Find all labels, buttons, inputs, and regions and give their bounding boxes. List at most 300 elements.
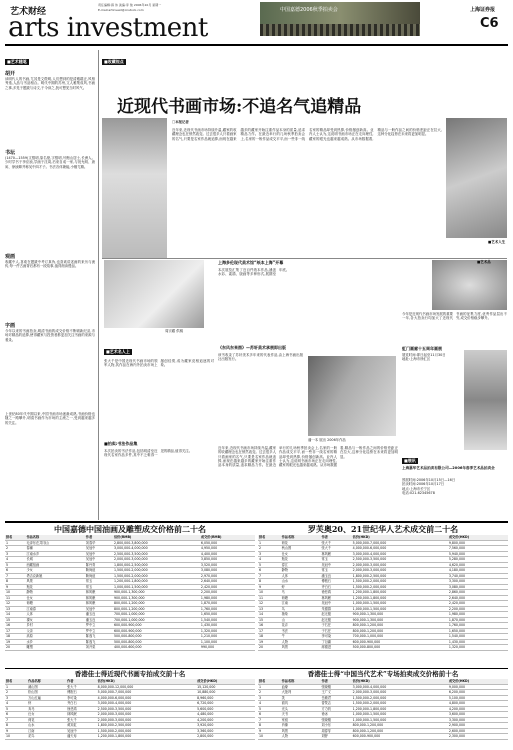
table-cell: 刘小东 — [320, 723, 351, 729]
table-cell: 林风眠 — [320, 551, 351, 557]
table-cell: 800,000-1,200,000 — [352, 723, 448, 729]
table-cell: 1 — [5, 684, 27, 690]
brand-cn: 艺术财经 — [10, 7, 47, 17]
table-cell: 乡村 — [25, 623, 84, 629]
table-cell: 2,300,000 — [448, 734, 508, 740]
table-cell: 3,850,000 — [200, 557, 255, 563]
table-cell: 3,000,000-4,000,000 — [97, 701, 196, 707]
photo-right — [446, 118, 507, 238]
table-cell: 张大千 — [320, 546, 351, 552]
article-title: 近现代书画市场:不追名气追精品 — [117, 97, 362, 117]
table-cell: 1 — [258, 540, 281, 546]
table-cell: 父亲 — [25, 628, 84, 634]
table-cell: 13 — [5, 606, 25, 612]
table1-header: 估价(RMB) — [113, 535, 200, 540]
table-cell: 9 — [258, 584, 281, 590]
table-cell: 潘天寿 — [66, 734, 97, 740]
table-cell: 1,000,000-1,500,000 — [352, 606, 448, 612]
table-cell: 1,320,000 — [448, 645, 508, 651]
table-cell: 12 — [5, 601, 25, 607]
table-cell: 裸女 — [25, 617, 84, 623]
table-cell: 9,800,000 — [448, 540, 508, 546]
table-cell: 6,200,000 — [448, 690, 508, 696]
table-cell: 3,080,000 — [200, 568, 255, 574]
table-cell: 奔马 — [27, 706, 66, 712]
table4-header: 排名 — [258, 679, 281, 684]
table-cell: 500,000-800,000 — [113, 639, 200, 645]
table-cell: 毛泽东在井冈山 — [25, 540, 84, 546]
table3-title: 香港佳士得近现代书画专拍成交前十名 — [74, 670, 186, 678]
table-cell: 10 — [258, 734, 281, 740]
table-cell: 家庭 — [281, 717, 321, 723]
table-cell: 面具 — [281, 701, 321, 707]
table-cell: 990,000 — [200, 645, 255, 651]
table-cell: 血缘 — [281, 684, 321, 690]
table-cell: 吴冠中 — [66, 728, 97, 734]
table-cell: 8 — [258, 723, 281, 729]
table3-block — [5, 669, 255, 749]
table-cell: 1,430,000 — [448, 639, 508, 645]
table-cell: 江南 — [281, 601, 321, 607]
table-cell: 花卉 — [281, 623, 321, 629]
article-body: 近年来,近现代书画市场持续升温,藏家的收藏理念也在悄然改变。过去很多人只看画家的名气,只要是名家作品就追捧,而现在越来越多的藏家开始注重作品本身的质量,追求精品力作。在最近举行的几场秋季拍卖会上,名家的一般作品成交平平,而一些非一线名家的精品却受到热捧,价格屡创新高。业内人士认为,这说明书画市场正在走向理性,藏家的眼光也越来越成熟。从市场数据看,精品与一般作品之间的价格差距正在拉大,这种分化趋势在未来将更加明显。 — [172, 128, 442, 141]
table-cell: 900,000-1,300,000 — [113, 590, 200, 596]
table2-title: 罗芙奥20、21世纪华人艺术成交前二十名 — [307, 524, 459, 534]
table-cell: 800,000-1,200,000 — [352, 728, 448, 734]
table-row — [258, 645, 508, 651]
table-cell: 雕塑 — [25, 645, 84, 651]
table-cell: 1,000,000-1,500,000 — [352, 601, 448, 607]
table-cell: 14 — [5, 612, 25, 618]
table-cell: 1,430,000 — [200, 623, 255, 629]
table-cell: 2,000,000-3,000,000 — [352, 690, 448, 696]
table-cell: 山水 — [27, 723, 66, 729]
table-cell: 常玉 — [85, 579, 113, 585]
table-cell: 4,000,000-6,000,000 — [97, 695, 196, 701]
table-cell: 9,000,000 — [448, 684, 508, 690]
ad-body: 本次展览汇集了近百件纸本作品,涵盖水彩、素描、版画等多种形式,展期至年底。 — [218, 268, 290, 277]
table-cell: 3 — [5, 695, 27, 701]
table-cell: 潘玉良 — [85, 617, 113, 623]
table-cell: 瓶花 — [281, 557, 321, 563]
table-cell: 700,000-1,000,000 — [352, 634, 448, 640]
table-cell: 400,000-600,000 — [113, 645, 200, 651]
table-cell: 14 — [258, 612, 281, 618]
table4-title: 香港佳士得“中国当代艺术”专场拍卖成交价格前十名 — [307, 670, 459, 678]
table-cell: 1,320,000 — [200, 628, 255, 634]
table-cell: 常玉 — [320, 568, 351, 574]
table-cell: 张大千 — [66, 684, 97, 690]
table-cell: 9 — [5, 728, 27, 734]
table-cell: 3,300,000 — [448, 579, 508, 585]
table-cell: 人体 — [25, 612, 84, 618]
table-cell: 抽象 — [281, 612, 321, 618]
table-cell: 2,800,000-3,800,000 — [113, 540, 200, 546]
table-cell: 2,500,000-3,500,000 — [97, 706, 196, 712]
table-cell: 江南春 — [25, 606, 84, 612]
table-cell: 1,800,000-2,500,000 — [97, 723, 196, 729]
editor-line: 责任编辑:薛 伟 美编:李 俊 2006年10月 星期一 — [98, 3, 162, 7]
table-cell: 赵无极 — [320, 617, 351, 623]
table3-header: 作者 — [66, 679, 97, 684]
table-cell: 800,000-1,200,000 — [113, 606, 200, 612]
table-cell: 4,180,000 — [448, 568, 508, 574]
table-cell: 1,540,000 — [448, 634, 508, 640]
table-cell: 2,420,000 — [200, 584, 255, 590]
table-cell: 1,200,000-1,800,000 — [352, 706, 448, 712]
table-cell: 1,980,000 — [200, 595, 255, 601]
table-cell: 林风眠 — [85, 601, 113, 607]
table-cell: 19 — [5, 639, 25, 645]
table-cell: 席德进 — [320, 645, 351, 651]
table-cell: 4,800,000 — [448, 701, 508, 707]
table-cell: 1,200,000-1,800,000 — [97, 734, 196, 740]
table-cell: 2,200,000 — [200, 590, 255, 596]
table-cell: 齐白石 — [66, 701, 97, 707]
ad-title: 上海多伦现代美术馆“纸本上海”开幕 — [218, 260, 284, 265]
table-cell: 1,500,000-2,000,000 — [352, 579, 448, 585]
table-cell: 10 — [258, 590, 281, 596]
table-cell: 1,200,000-1,800,000 — [352, 595, 448, 601]
table-cell: 9 — [258, 728, 281, 734]
table-cell: 16 — [258, 623, 281, 629]
table-cell: 7 — [258, 717, 281, 723]
table2-header: 估价(HKD) — [352, 535, 448, 540]
table-cell: 3,740,000 — [448, 573, 508, 579]
table-cell: 4,000,000-6,000,000 — [352, 546, 448, 552]
hand-photo — [432, 260, 507, 310]
table-cell: 于右任 — [320, 623, 351, 629]
left-heading-2: 书坛 — [5, 150, 16, 156]
table-cell: 陈逸飞 — [85, 634, 113, 640]
exhibit-title: 上海嘉华艺术品拍卖有限公司—2006年春季艺术品拍卖会 — [402, 466, 495, 470]
table-cell: 2,000,000-3,000,000 — [97, 717, 196, 723]
table-cell: 仕女 — [27, 712, 66, 718]
table-cell: 19 — [258, 639, 281, 645]
table-cell: 林风眠 — [320, 595, 351, 601]
table-cell: 3,360,000 — [196, 728, 255, 734]
table-cell: 1,540,000 — [200, 617, 255, 623]
table-cell: 5 — [258, 562, 281, 568]
ad2-body: 该书收录了苏轩美术多年来的代表作品,由上海书画出版社出版发行。 — [218, 353, 303, 362]
table4-block — [258, 669, 508, 749]
table-cell: 5,000,000-7,000,000 — [97, 690, 196, 696]
table-cell: 17 — [258, 628, 281, 634]
table-cell: 1,210,000 — [200, 634, 255, 640]
table-cell: 方力钧 — [320, 706, 351, 712]
table-cell: 8 — [258, 579, 281, 585]
table-cell: 4,480,000 — [196, 712, 255, 718]
table-cell: 10,880,000 — [196, 690, 255, 696]
table-cell: 1 — [5, 540, 25, 546]
table1 — [5, 535, 255, 651]
left-heading-1: 胡开 — [5, 71, 16, 77]
mid-rule — [102, 258, 507, 259]
photo-caption: 周宗藏 供稿 — [165, 329, 184, 333]
table-cell: 张大千 — [66, 717, 97, 723]
table-cell: 700,000-1,000,000 — [113, 612, 200, 618]
table-cell: 黄宾虹 — [66, 723, 97, 729]
table-cell: 3,000,000-4,000,000 — [352, 551, 448, 557]
mid-body-1: 张大千是中国近现代书画市场的领军人物,其作品在海内外拍卖市场上屡创佳绩,成为藏家竞相追逐的对象。 — [104, 359, 214, 368]
left-body-5: 上世纪80年代中期以来,中国书画市场逐渐成熟,书画价格也随之一路攀升,明清书画作为市场的主流之一,受到越来越多的关注。 — [5, 412, 95, 425]
table-cell: 仕女 — [25, 595, 84, 601]
table-cell: 1,650,000 — [448, 628, 508, 634]
table-cell: 2 — [5, 690, 27, 696]
table-cell: 荷塘 — [281, 595, 321, 601]
table3-header: 估价(HKD) — [97, 679, 196, 684]
table-cell: 江南 — [27, 728, 66, 734]
table-cell: 9 — [5, 584, 25, 590]
table-cell: 2,640,000 — [200, 579, 255, 585]
table-cell: 秋山图 — [281, 546, 321, 552]
table-cell: 4,200,000 — [196, 717, 255, 723]
table-cell: 张大千 — [320, 540, 351, 546]
mid-filler: 近年来,近现代书画市场持续升温,藏家的收藏理念也在悄然改变。过去很多人只看画家的名气,只要是名家作品就追捧,而现在越来越多的藏家开始注重作品本身的质量,追求精品力作。在最近举行的几场秋季拍卖会上,名家的一般作品成交平平,而一些非一线名家的精品却受到热捧,价格屡创新高。业内人士认为,这说明书画市场正在走向理性,藏家的眼光也越来越成熟。从市场数据看,精品与一般作品之间的价格差距正在拉大,这种分化趋势在未来将更加明显。 — [218, 446, 398, 468]
table-cell: 潘玉良 — [320, 573, 351, 579]
table-cell: 1,200,000-1,800,000 — [352, 590, 448, 596]
table-cell: 荷塘 — [25, 601, 84, 607]
table-cell: 林风眠 — [85, 595, 113, 601]
table-cell: 8,960,000 — [196, 695, 255, 701]
table-cell: 11 — [258, 595, 281, 601]
table-cell: 5,280,000 — [448, 557, 508, 563]
table-cell: 1,500,000-2,000,000 — [352, 584, 448, 590]
table-cell: 5,000,000-7,000,000 — [352, 540, 448, 546]
table-cell: 徐悲鸿 — [66, 706, 97, 712]
table-cell: 长城 — [25, 557, 84, 563]
left-heading-3: 观画 — [5, 254, 16, 260]
table-cell: 8 — [5, 723, 27, 729]
table-cell: 3 — [258, 551, 281, 557]
table-cell: 7 — [5, 573, 25, 579]
table-cell: 7 — [258, 573, 281, 579]
photo-left — [102, 118, 167, 258]
table-cell: 1,980,000 — [448, 612, 508, 618]
mid-center-block — [218, 260, 398, 518]
table-cell: 春江 — [281, 562, 321, 568]
right-block — [402, 260, 507, 518]
table-cell: 刘野 — [320, 734, 351, 740]
table-cell: 1,650,000 — [200, 612, 255, 618]
table-cell: 3,520,000 — [200, 562, 255, 568]
table-cell: 鸟 — [281, 606, 321, 612]
table-cell: 吴冠中 — [85, 551, 113, 557]
table-cell: 2,200,000 — [448, 606, 508, 612]
table-cell: 900,000-1,300,000 — [113, 595, 200, 601]
table-cell: 1,200,000-1,800,000 — [113, 579, 200, 585]
exhibit-body: 预展时间:2006年10月15日—16日 拍卖时间:2006年10月17日 地点:上海市长宁区 电话:021-62345678 — [402, 478, 456, 495]
left-body-1: 读明代人的书画,尤其是文徵明,人们想到的是清雅端正,风格秀逸,人品与书品相合。明代中期的苏州,文人雅集成风,书画之事,多见于题跋与诗文,于今读之,犹可想见当时风气。 — [5, 77, 95, 90]
table-cell: 3 — [5, 551, 25, 557]
table-cell: 10 — [5, 734, 27, 740]
table-cell: 2,640,000 — [448, 595, 508, 601]
left-divider — [98, 50, 99, 520]
table-row — [5, 734, 255, 740]
table-cell: 8 — [5, 579, 25, 585]
table1-block — [5, 523, 255, 663]
paper-name: 上海证券报 — [470, 7, 496, 13]
table-cell: 5 — [5, 562, 25, 568]
table-cell: 1,800,000-2,500,000 — [352, 573, 448, 579]
table-cell: 荷花 — [27, 717, 66, 723]
table4-header: 估价(HKD) — [352, 679, 448, 684]
table-cell: 6 — [5, 712, 27, 718]
table-cell: 瓶花 — [25, 584, 84, 590]
table-cell: 张晓刚 — [320, 717, 351, 723]
table-cell: 1,800,000-2,500,000 — [113, 562, 200, 568]
table-cell: 3,920,000 — [196, 723, 255, 729]
table-cell: 600,000-900,000 — [352, 734, 448, 740]
table-cell: 水乡 — [25, 639, 84, 645]
table-cell: 傅抱石 — [320, 579, 351, 585]
table-cell: 2,500,000-3,500,000 — [113, 551, 200, 557]
mid-tag-2: ■拍卖:书法作品集 — [104, 441, 138, 446]
table-cell: 李可染 — [66, 695, 97, 701]
table-cell: 5,940,000 — [448, 551, 508, 557]
table-cell: 徐冰 — [320, 712, 351, 718]
table-cell: 风景 — [281, 645, 321, 651]
left-heading-4: 字画 — [5, 323, 16, 329]
table-cell: 5 — [5, 706, 27, 712]
table-cell: 1,500,000-2,000,000 — [97, 728, 196, 734]
table-cell: 林风眠 — [66, 712, 97, 718]
table-cell: 1,500,000-2,000,000 — [352, 701, 448, 707]
table-cell: 书法 — [281, 628, 321, 634]
table-cell: 1,500,000-2,000,000 — [113, 573, 200, 579]
table-cell: 靳尚谊 — [85, 573, 113, 579]
table-cell: 静物 — [25, 590, 84, 596]
table-cell: 7 — [5, 717, 27, 723]
table-cell: 4 — [258, 701, 281, 707]
masthead-rule — [5, 44, 508, 46]
table-cell: 靳尚谊 — [85, 568, 113, 574]
table-cell: 西藏组画 — [25, 562, 84, 568]
table-cell: 林风眠 — [85, 590, 113, 596]
table-cell: 静物 — [281, 568, 321, 574]
mid-left-block — [104, 338, 214, 518]
table-cell: 松山图 — [27, 690, 66, 696]
table-cell: 6,720,000 — [196, 701, 255, 707]
table-cell: 2,900,000 — [448, 723, 508, 729]
table-cell: 1,000,000-1,500,000 — [352, 717, 448, 723]
table-cell: 1,760,000 — [200, 606, 255, 612]
table-cell: 笑 — [281, 695, 321, 701]
table-cell: 700,000-1,000,000 — [113, 617, 200, 623]
table-cell: 朱德群 — [320, 606, 351, 612]
table-cell: 1,000,000-1,500,000 — [113, 584, 200, 590]
right-tag: ■艺术品 — [477, 260, 491, 264]
table-cell: 1,760,000 — [448, 623, 508, 629]
table-cell: 18 — [258, 634, 281, 640]
table-cell: 8,000,000-12,000,000 — [97, 684, 196, 690]
article-byline: □本报记者 — [172, 120, 189, 124]
main-article — [102, 48, 507, 258]
table-cell: 潘玉良 — [85, 612, 113, 618]
table-cell: 2,000,000-3,000,000 — [97, 712, 196, 718]
table3-header: 作品名称 — [27, 679, 66, 684]
table-cell: 周春芽 — [320, 728, 351, 734]
mid-image — [104, 260, 204, 328]
table-cell: 4,950,000 — [200, 546, 255, 552]
table-cell: 2,000,000-3,000,000 — [113, 557, 200, 563]
table-cell: 500,000-800,000 — [352, 645, 448, 651]
table-cell: 吴冠中 — [320, 562, 351, 568]
table-cell: 虾 — [27, 701, 66, 707]
email: E-mail:artinvest@cnstock.com — [98, 8, 144, 12]
table-cell: 风景 — [281, 728, 321, 734]
table-cell: 20 — [258, 645, 281, 651]
table-cell: 大批判 — [281, 690, 321, 696]
banner-text: 中国嘉德2006秋季拍卖会 — [280, 7, 338, 13]
table-cell: 3,300,000 — [448, 717, 508, 723]
table4-header: 作者 — [320, 679, 351, 684]
photo2-caption: 潘一本 展出 2006年作品 — [308, 438, 346, 442]
table-cell: 6,050,000 — [200, 540, 255, 546]
table-cell: 李可染 — [320, 634, 351, 640]
table-cell: 15,120,000 — [196, 684, 255, 690]
table-cell: 吴冠中 — [85, 606, 113, 612]
mid-photo-2 — [308, 356, 396, 436]
left-body-3: 收藏中人,喜欢在题跋中考订真伪,也喜欢讲述画的来历与流传,每一件古画背后都有一段故事,值得细读慢品。 — [5, 260, 95, 269]
table-cell: 王广义 — [320, 690, 351, 696]
table-cell: 春潮 — [25, 546, 84, 552]
table-cell: 仕女 — [281, 551, 321, 557]
table-cell: 高原 — [25, 634, 84, 640]
table-cell: 于右任 — [320, 628, 351, 634]
table1-header: 作品名称 — [25, 535, 84, 540]
table-cell: 6 — [5, 568, 25, 574]
table4-header: 成交价(HKD) — [448, 679, 508, 684]
table-cell: 山 — [281, 617, 321, 623]
table-cell: 11 — [5, 595, 25, 601]
table-cell: 4,400,000 — [200, 551, 255, 557]
table-cell: 2,420,000 — [448, 601, 508, 607]
table-cell: 4,620,000 — [448, 562, 508, 568]
table-cell: 人物 — [281, 639, 321, 645]
table1-header: 作者 — [85, 535, 113, 540]
table-cell: 刘春华 — [85, 540, 113, 546]
table-cell: 吴冠中 — [85, 557, 113, 563]
table2-header: 作者 — [320, 535, 351, 540]
table-cell: 2,800,000 — [196, 734, 255, 740]
table4 — [258, 679, 508, 740]
table-cell: 徐悲鸿 — [320, 590, 351, 596]
table-cell: 罗中立 — [85, 623, 113, 629]
page-number: C6 — [480, 16, 499, 31]
table1-header: 排名 — [5, 535, 25, 540]
table-cell: 12 — [258, 601, 281, 607]
left-column — [5, 48, 95, 518]
table-cell: 塔吉克新娘 — [25, 573, 84, 579]
table-cell: 溪山图 — [27, 684, 66, 690]
table-cell: 5 — [258, 706, 281, 712]
table-cell: 3 — [258, 695, 281, 701]
table-cell: 7,560,000 — [448, 546, 508, 552]
table-cell: 1,000,000-1,500,000 — [352, 712, 448, 718]
brand-en-a: a — [8, 10, 25, 43]
table-cell: 岳敏君 — [320, 695, 351, 701]
table-cell: 风景 — [25, 579, 84, 585]
mid-body-2: 本次拍卖的书法作品,包括明清至近现代名家作品多件,其中不乏难得一见的精品,值得关注。 — [104, 449, 193, 458]
table-cell: 18 — [5, 634, 25, 640]
exhibit-tag: ■展讯 — [404, 458, 416, 463]
table-cell: 10 — [5, 590, 25, 596]
brand-en-rest: rts investment — [24, 13, 208, 43]
table-cell: 人物 — [281, 734, 321, 740]
table-cell: 陈逸飞 — [85, 639, 113, 645]
table1-title: 中国嘉德中国油画及雕塑成交价格前二十名 — [54, 524, 206, 534]
